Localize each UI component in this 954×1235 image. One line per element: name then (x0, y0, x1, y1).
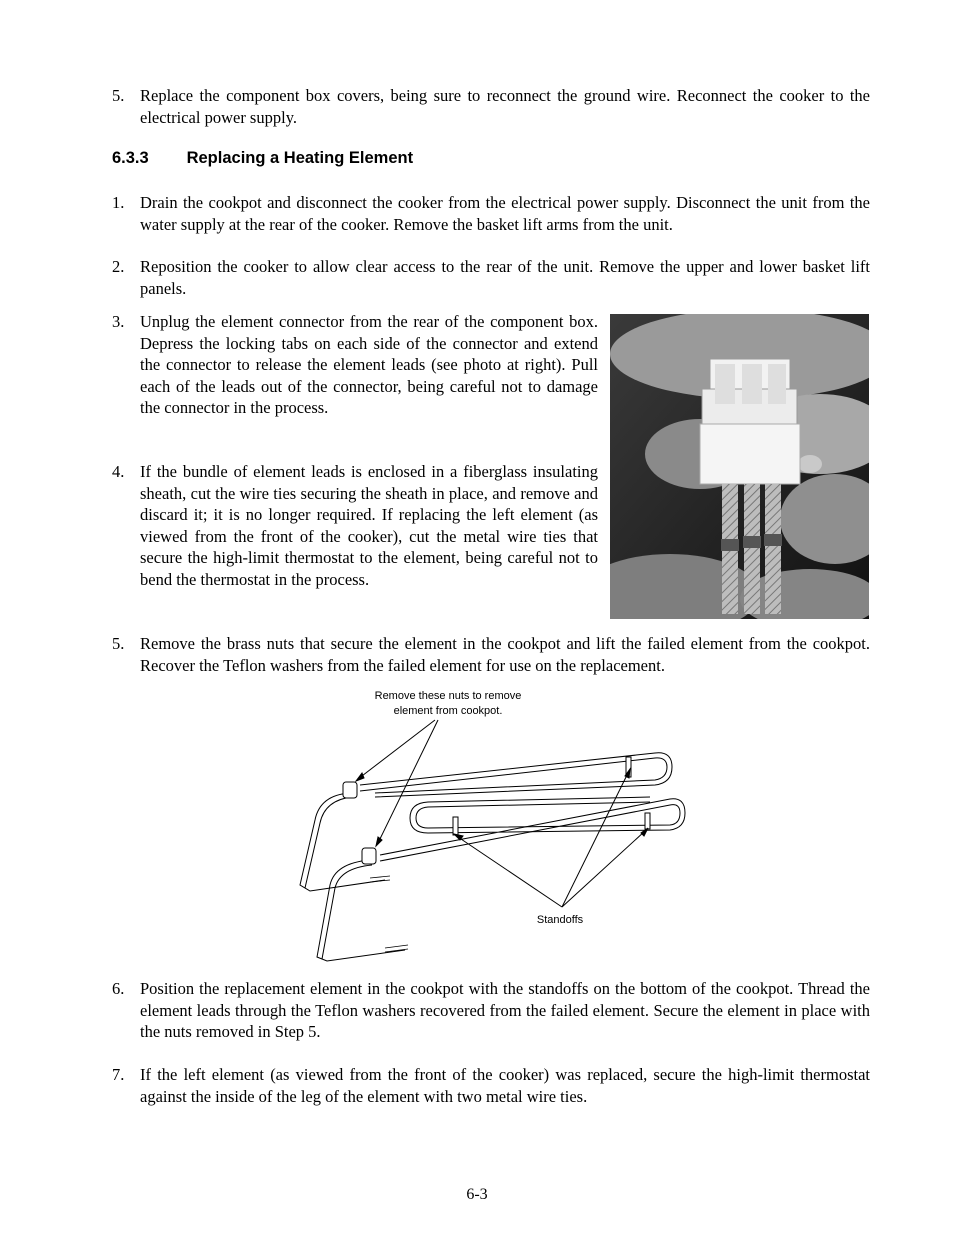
step-number: 4. (112, 462, 125, 481)
step-text: If the left element (as viewed from the front of the cooker) was replaced, secure the high-limit thermostat against the inside of the leg of the element with two metal wire ties. (140, 1065, 870, 1106)
step-text: Unplug the element connector from the rear of the component box. Depress the locking tabs on each side of the connector and extend the connector to release the element leads (see photo at right). Pull each of the leads out of the connector, being careful not to damage the connector in the process. (140, 312, 598, 417)
prior-step-5 (112, 85, 870, 128)
step-text: Position the replacement element in the cookpot with the standoffs on the bottom of the cookpot. Thread the element leads through the Teflon washers recovered from the failed element. Secure the element in place with the nuts removed in Step 5. (140, 979, 870, 1041)
nuts-callout-line1: Remove these nuts to remove (374, 690, 522, 702)
step-5 (112, 633, 870, 676)
section-title: Replacing a Heating Element (186, 149, 414, 167)
heating-element-diagram (290, 685, 710, 970)
section-number: 6.3.3 (112, 149, 149, 167)
step-text: Remove the brass nuts that secure the element in the cookpot and lift the failed element from the cookpot. Recover the Teflon washers from the failed element for use on the replacement. (140, 634, 870, 675)
step-2 (112, 256, 870, 299)
step-number: 1. (112, 193, 125, 212)
step-number: 5. (112, 634, 125, 653)
step-6 (112, 978, 870, 1043)
step-number: 7. (112, 1065, 125, 1084)
step-text: Reposition the cooker to allow clear access to the rear of the unit. Remove the upper and lower basket lift panels. (140, 257, 870, 298)
step-number: 6. (112, 979, 125, 998)
step-text: Drain the cookpot and disconnect the cooker from the electrical power supply. Disconnect the unit from the water supply at the rear of the cooker. Remove the basket lift arms from the unit. (140, 193, 870, 234)
step-text: If the bundle of element leads is enclosed in a fiberglass insulating sheath, cut the wire ties securing the sheath in place, and remove and discard it; it is no longer required. If replacing the left element (as viewed from the front of the cooker), cut the metal wire ties that secure the high-limit thermostat to the element, being careful not to bend the thermostat in the process. (140, 462, 598, 589)
connector-photo (610, 314, 869, 619)
page-number: 6-3 (466, 1186, 488, 1203)
step-text: Replace the component box covers, being sure to reconnect the ground wire. Reconnect the cooker to the electrical power supply. (140, 86, 870, 127)
step-number: 5. (112, 86, 125, 105)
step-3 (112, 311, 598, 419)
step-number: 2. (112, 257, 125, 276)
step-7 (112, 1064, 870, 1107)
step-1 (112, 192, 870, 235)
step-number: 3. (112, 312, 125, 331)
standoffs-callout: Standoffs (536, 914, 584, 926)
nuts-callout-line2: element from cookpot. (393, 705, 503, 717)
step-4 (112, 461, 598, 590)
section-heading (112, 149, 413, 168)
